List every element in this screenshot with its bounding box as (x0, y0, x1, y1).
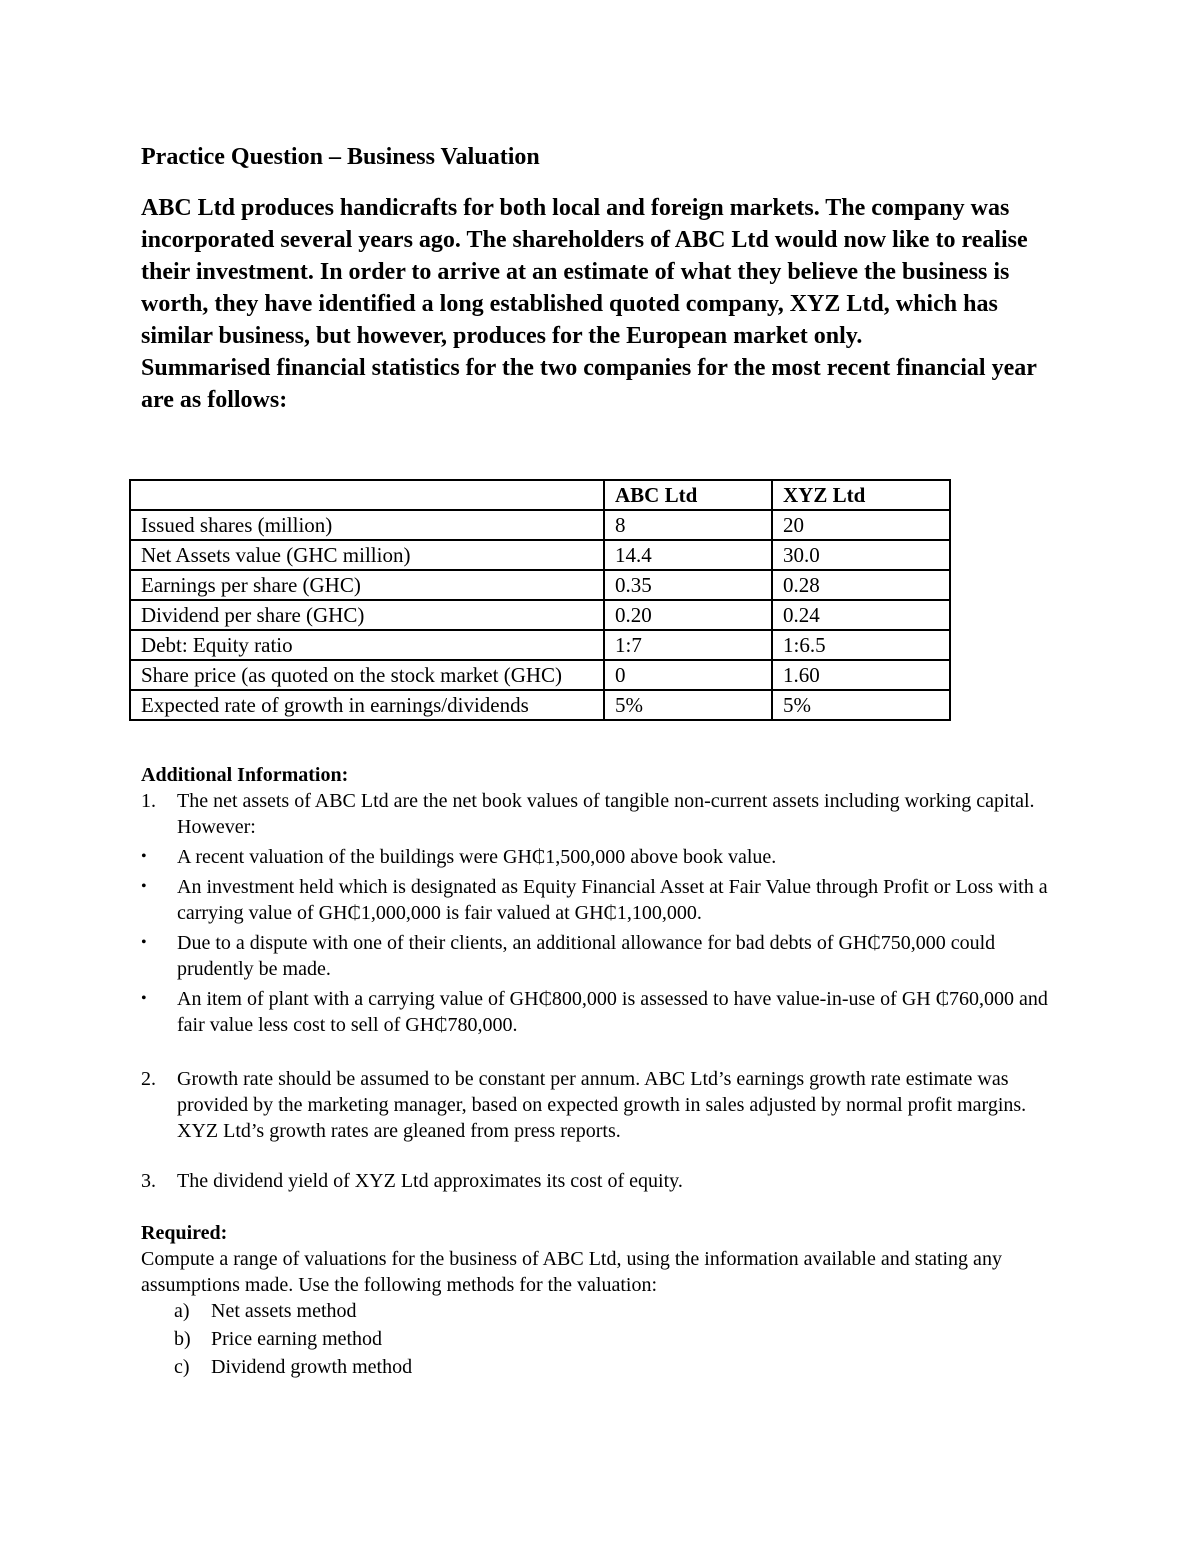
method-item (141, 1354, 1061, 1380)
numbered-item-3 (141, 1168, 1061, 1194)
item-number: 1. (141, 790, 156, 812)
table-cell: 14.4 (604, 540, 772, 570)
bullet-icon: • (141, 934, 147, 951)
item-number: 3. (141, 1170, 156, 1192)
table-row (130, 600, 950, 630)
table-header-cell: XYZ Ltd (772, 480, 950, 510)
table-cell: Issued shares (million) (130, 510, 604, 540)
method-item (141, 1298, 1061, 1324)
table-cell: Earnings per share (GHC) (130, 570, 604, 600)
table-cell: Expected rate of growth in earnings/dividends (130, 690, 604, 720)
table-cell: 1:6.5 (772, 630, 950, 660)
table-cell: 0.28 (772, 570, 950, 600)
bullet-item (141, 844, 1061, 870)
bullet-text: Due to a dispute with one of their clients, an additional allowance for bad debts of GH₵750,000 could prudently be made. (177, 932, 996, 980)
method-label: Net assets method (211, 1300, 357, 1322)
table-cell: 0.24 (772, 600, 950, 630)
item-number: 2. (141, 1068, 156, 1090)
table-header-row (130, 480, 950, 510)
method-label: Price earning method (211, 1328, 383, 1350)
table-cell: 5% (604, 690, 772, 720)
bullet-item (141, 874, 1061, 926)
bullet-text: An investment held which is designated as Equity Financial Asset at Fair Value through Profit or Loss with a carrying value of GH₵1,000,000 is fair valued at GH₵1,100,000. (177, 876, 1048, 924)
method-letter: b) (174, 1328, 191, 1350)
bullet-icon: • (141, 878, 147, 895)
table-row (130, 630, 950, 660)
table-cell: 0.35 (604, 570, 772, 600)
bullet-icon: • (141, 990, 147, 1007)
additional-information-section (141, 762, 1061, 1380)
table-cell: Share price (as quoted on the stock market (GHC) (130, 660, 604, 690)
item-text: Growth rate should be assumed to be constant per annum. ABC Ltd’s earnings growth rate estimate was provided by the marketing manager, based on expected growth in sales adjusted by normal profit margins. XYZ Ltd’s growth rates are gleaned from press reports. (177, 1068, 1027, 1142)
method-label: Dividend growth method (211, 1356, 413, 1378)
numbered-item-1 (141, 788, 1061, 840)
numbered-item-2 (141, 1066, 1061, 1144)
method-letter: c) (174, 1356, 190, 1378)
table-cell: 8 (604, 510, 772, 540)
table-row (130, 690, 950, 720)
bullet-text: A recent valuation of the buildings were GH₵1,500,000 above book value. (177, 846, 777, 868)
table-header-cell: ABC Ltd (604, 480, 772, 510)
method-letter: a) (174, 1300, 190, 1322)
table-cell: 1:7 (604, 630, 772, 660)
table-cell: 0.20 (604, 600, 772, 630)
table-cell: 30.0 (772, 540, 950, 570)
page-title: Practice Question – Business Valuation (141, 144, 540, 170)
table-row (130, 570, 950, 600)
bullet-item (141, 930, 1061, 982)
additional-info-heading: Additional Information: (141, 764, 349, 786)
table-row (130, 660, 950, 690)
bullet-icon: • (141, 848, 147, 865)
table-cell: 20 (772, 510, 950, 540)
table-cell: Debt: Equity ratio (130, 630, 604, 660)
table-cell: Dividend per share (GHC) (130, 600, 604, 630)
financial-statistics-table (129, 479, 951, 721)
item-text: The dividend yield of XYZ Ltd approximates its cost of equity. (177, 1170, 683, 1192)
intro-paragraph-stats: Summarised financial statistics for the two companies for the most recent financial year are as follows: (141, 355, 1037, 413)
intro-section (141, 192, 1071, 416)
table-cell: Net Assets value (GHC million) (130, 540, 604, 570)
bullet-text: An item of plant with a carrying value of GH₵800,000 is assessed to have value-in-use of GH ₵760,000 and fair value less cost to sell of GH₵780,000. (177, 988, 1048, 1036)
table-row (130, 540, 950, 570)
required-text: Compute a range of valuations for the business of ABC Ltd, using the information available and stating any assumptions made. Use the following methods for the valuation: (141, 1248, 1002, 1296)
intro-paragraph: ABC Ltd produces handicrafts for both local and foreign markets. The company was incorporated several years ago. The shareholders of ABC Ltd would now like to realise their investment. In order to arrive at an estimate of what they believe the business is worth, they have identified a long established quoted company, XYZ Ltd, which has similar business, but however, produces for the European market only. (141, 195, 1028, 349)
table-row (130, 510, 950, 540)
table-cell: 1.60 (772, 660, 950, 690)
required-heading: Required: (141, 1222, 228, 1244)
method-item (141, 1326, 1061, 1352)
table-cell: 5% (772, 690, 950, 720)
table-header-cell (130, 480, 604, 510)
item-text: The net assets of ABC Ltd are the net book values of tangible non-current assets including working capital. However: (177, 790, 1035, 838)
table-cell: 0 (604, 660, 772, 690)
bullet-item (141, 986, 1061, 1038)
